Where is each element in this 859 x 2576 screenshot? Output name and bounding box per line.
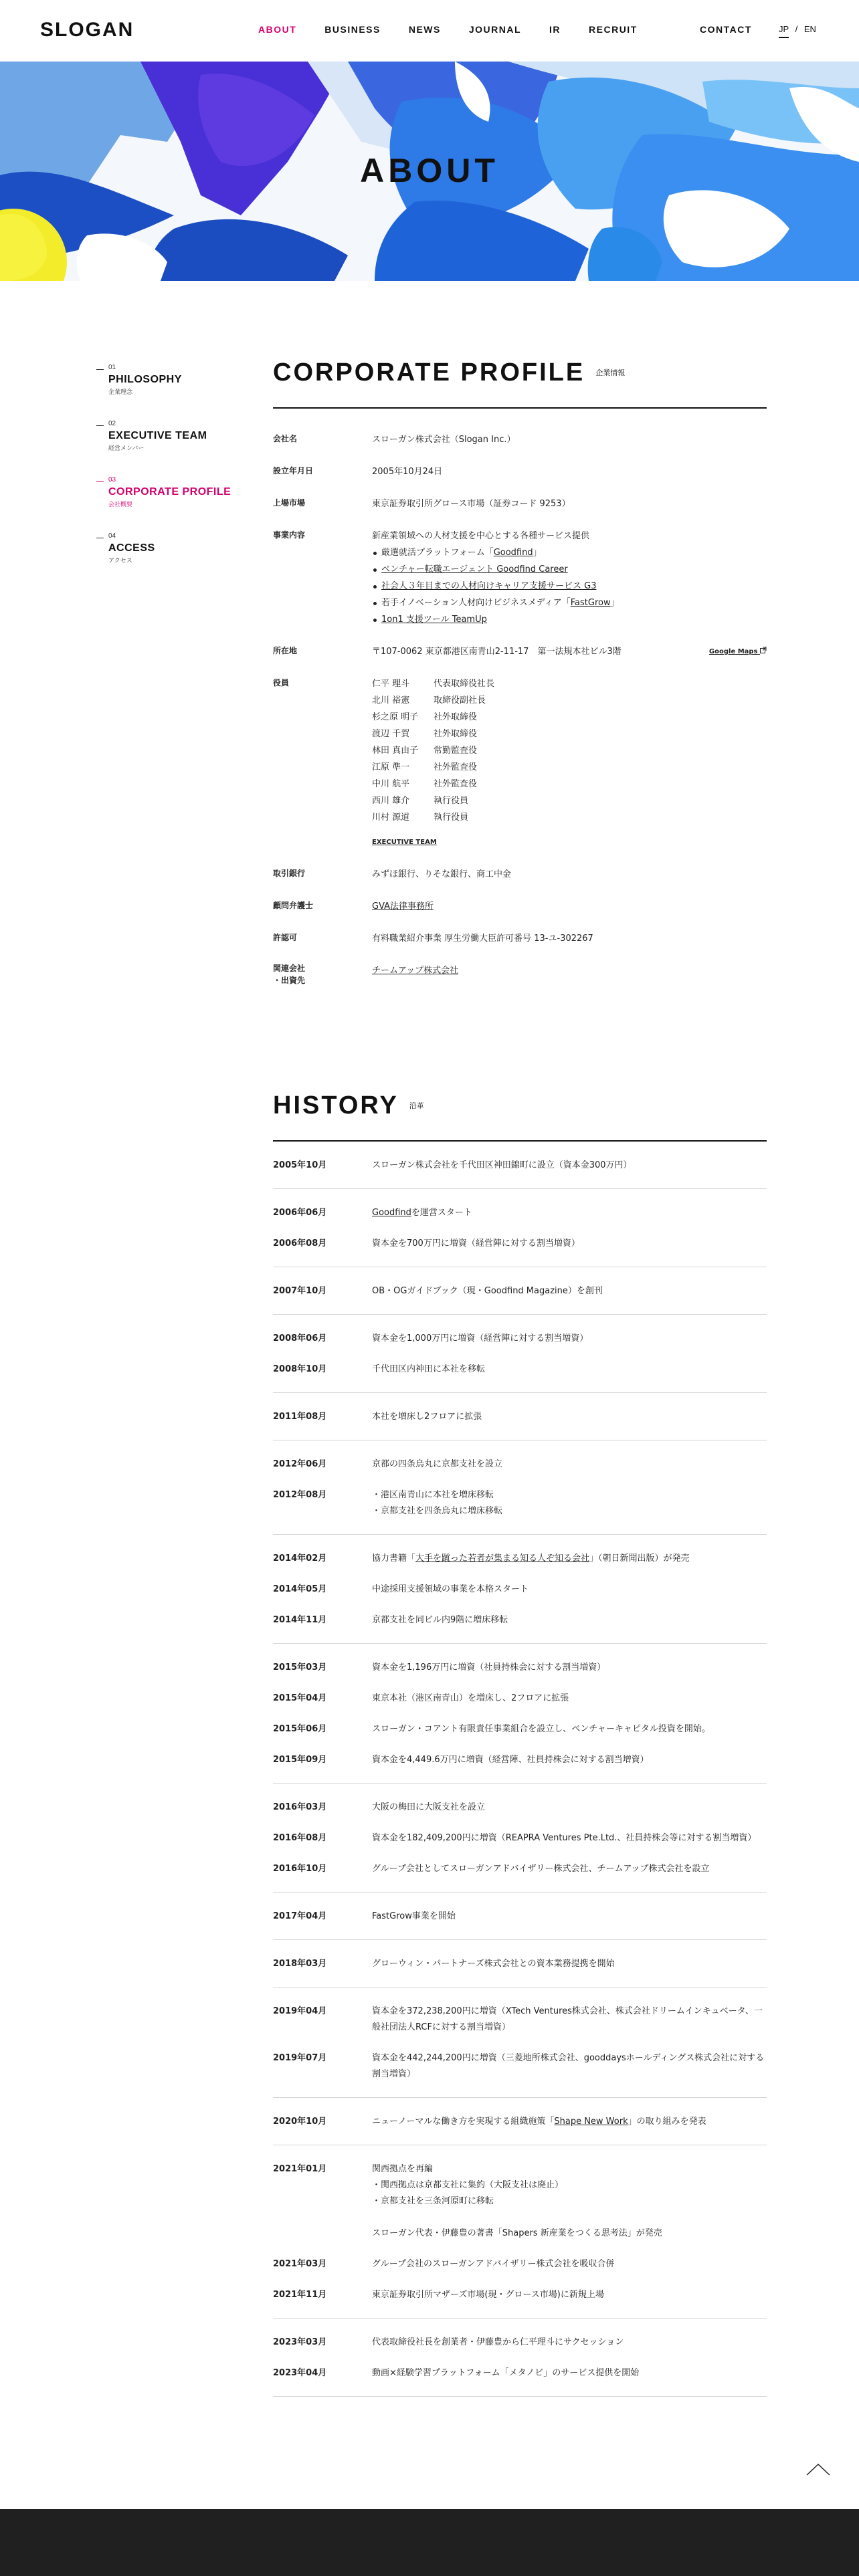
history-text: 資本金を700万円に増資（経営陣に対する割当増資） <box>372 1239 580 1249</box>
row-label: 顧問弁護士 <box>273 901 314 910</box>
business-item <box>372 561 767 578</box>
history-date: 2016年03月 <box>273 1802 327 1812</box>
history-date: 2016年08月 <box>273 1833 327 1843</box>
history-text-line: ・京都支社を四条烏丸に増床移転 <box>372 1506 503 1516</box>
history-link[interactable]: 大手を蹴った若者が集まる知る人ぞ知る会社 <box>415 1553 590 1564</box>
history-text-line: 関西拠点を再編 <box>372 2164 434 2174</box>
history-group <box>273 1189 767 1267</box>
history-date: 2021年01月 <box>273 2164 327 2174</box>
site-footer <box>0 2509 859 2576</box>
history-row <box>273 1323 767 1354</box>
history-text <box>372 2114 767 2130</box>
row-value <box>372 962 767 986</box>
google-maps-label: Google Maps <box>708 648 758 655</box>
history-date: 2007年10月 <box>273 1286 327 1296</box>
row-label: 所在地 <box>273 646 298 655</box>
row-label: 許認可 <box>273 933 298 942</box>
history-text: スローガン・コアント有限責任事業組合を設立し、ベンチャーキャピタル投資を開始。 <box>372 1724 710 1734</box>
business-link-goodfind-career[interactable]: ベンチャー転職エージェント Goodfind Career <box>381 564 568 574</box>
business-item-pre: 厳選就活プラットフォーム「 <box>381 548 494 558</box>
history-row <box>273 1401 767 1432</box>
address-text: 〒107-0062 東京都港区南青山2-11-17 第一法規本社ビル3階 <box>372 647 622 657</box>
history-text: 資本金を4,449.6万円に増資（経営陣、社員持株会に対する割当増資） <box>372 1755 649 1765</box>
section-subtitle: 企業情報 <box>595 368 626 377</box>
officer-row <box>372 792 767 809</box>
nav-contact[interactable]: CONTACT <box>700 24 752 35</box>
officer-row <box>372 709 767 726</box>
history-text: FastGrow事業を開始 <box>372 1911 456 1921</box>
history-link[interactable]: Shape New Work <box>554 2117 628 2127</box>
officer-name: 西川 雄介 <box>372 796 410 806</box>
history-text-line: ・関西拠点は京都支社に集約（大阪支社は廃止） <box>372 2180 564 2190</box>
section-title: CORPORATE PROFILE <box>273 358 585 387</box>
history-date: 2017年04月 <box>273 1911 327 1921</box>
officer-row <box>372 692 767 709</box>
sidebar-item-number: 03 <box>108 476 116 484</box>
history-date: 2011年08月 <box>273 1412 327 1422</box>
business-intro: 新産業領域への人材支援を中心とする各種サービス提供 <box>372 531 590 541</box>
officer-role: 社外監査役 <box>434 779 478 789</box>
history-row <box>273 1543 767 1574</box>
site-header <box>0 0 859 62</box>
history-section <box>273 1091 767 2397</box>
section-title: HISTORY <box>273 1091 399 1119</box>
profile-row-company <box>273 427 767 459</box>
officer-row <box>372 776 767 792</box>
officer-role: 社外監査役 <box>434 762 478 772</box>
history-row <box>273 1744 767 1775</box>
business-link-g3[interactable]: 社会人３年目までの人材向けキャリア支援サービス G3 <box>381 581 597 591</box>
history-date: 2006年08月 <box>273 1239 327 1249</box>
officer-name: 渡辺 千賀 <box>372 729 410 739</box>
hero-title: ABOUT <box>360 152 499 189</box>
sidebar-item-sublabel: アクセス <box>108 558 132 564</box>
sidebar-item-sublabel: 企業理念 <box>108 389 133 396</box>
history-date: 2008年10月 <box>273 1364 327 1374</box>
history-group <box>273 1267 767 1315</box>
sidebar-item-philosophy[interactable] <box>96 364 250 396</box>
sidebar-item-sublabel: 経営メンバー <box>108 445 145 452</box>
nav-recruit[interactable]: RECRUIT <box>589 24 638 35</box>
lang-jp[interactable]: JP <box>779 24 789 38</box>
nav-news[interactable]: NEWS <box>408 24 441 35</box>
history-row <box>273 2279 767 2310</box>
history-group <box>273 1315 767 1393</box>
row-label: 設立年月日 <box>273 466 314 475</box>
nav-business[interactable]: BUSINESS <box>324 24 381 35</box>
history-row <box>273 1448 767 1479</box>
row-value: 東京証券取引所グロース市場（証券コード 9253） <box>372 499 571 509</box>
row-value: みずほ銀行、りそな銀行、商工中金 <box>372 869 512 879</box>
history-text: 資本金を372,238,200円に増資（XTech Ventures株式会社、株式会社ドリームインキュベータ、一般社団法人RCFに対する割当増資） <box>372 2006 763 2032</box>
officer-name: 中川 航平 <box>372 779 410 789</box>
history-text: 資本金を442,244,200円に増資（三菱地所株式会社、gooddaysホールディングス株式会社に対する割当増資） <box>372 2053 765 2079</box>
sidebar-item-executive-team[interactable] <box>96 420 250 452</box>
history-date: 2021年11月 <box>273 2290 327 2300</box>
history-date: 2023年04月 <box>273 2368 327 2378</box>
profile-row-officers <box>273 671 767 862</box>
history-text <box>372 2161 767 2242</box>
history-text: 京都の四条烏丸に京都支社を設立 <box>372 1459 503 1469</box>
history-text-part: 」の取り組みを発表 <box>628 2117 706 2127</box>
history-text: グループ会社のスローガンアドバイザリー株式会社を吸収合併 <box>372 2259 615 2269</box>
history-date: 2014年02月 <box>273 1553 327 1564</box>
officer-role: 執行役員 <box>434 813 469 823</box>
history-text: 動画×経験学習プラットフォーム「メタノビ」のサービス提供を開始 <box>372 2368 640 2378</box>
business-link-fastgrow[interactable]: FastGrow <box>570 598 611 608</box>
officer-row <box>372 759 767 776</box>
history-timeline <box>273 1142 767 2397</box>
business-item <box>372 611 767 628</box>
history-date: 2005年10月 <box>273 1160 327 1170</box>
history-date: 2018年03月 <box>273 1959 327 1969</box>
profile-row-address <box>273 639 767 671</box>
history-text <box>372 1205 767 1221</box>
back-to-top-icon[interactable] <box>806 2464 830 2476</box>
history-text-part: ニューノーマルな働き方を実現する組織施策「 <box>372 2117 555 2127</box>
history-text: 資本金を1,000万円に増資（経営陣に対する割当増資） <box>372 1333 589 1344</box>
history-text-line: ・京都支社を三条河原町に移転 <box>372 2196 494 2206</box>
business-item-post: 」 <box>533 548 542 558</box>
lawyer-link[interactable]: GVA法律事務所 <box>372 901 434 911</box>
history-text: グループ会社としてスローガンアドバイザリー株式会社、チームアップ株式会社を設立 <box>372 1864 710 1874</box>
history-row <box>273 1996 767 2042</box>
profile-row-license <box>273 926 767 958</box>
officer-role: 執行役員 <box>434 796 469 806</box>
history-row <box>273 2042 767 2089</box>
officer-role: 常勤監査役 <box>434 746 478 756</box>
officer-name: 杉之原 明子 <box>372 712 419 722</box>
sidebar-item-number: 04 <box>108 532 116 540</box>
corporate-profile-section <box>273 358 767 998</box>
officer-role: 代表取締役社長 <box>434 679 495 689</box>
language-switch <box>779 24 816 34</box>
history-text: 京都支社を同ビル内9階に増床移転 <box>372 1615 508 1625</box>
history-date: 2015年09月 <box>273 1755 327 1765</box>
history-row <box>273 1574 767 1604</box>
about-sidebar-nav <box>96 364 250 588</box>
history-date: 2012年06月 <box>273 1459 327 1469</box>
history-row <box>273 2153 767 2248</box>
officer-row <box>372 809 767 826</box>
history-date: 2008年06月 <box>273 1333 327 1344</box>
history-date: 2019年07月 <box>273 2053 327 2063</box>
nav-about[interactable]: ABOUT <box>258 24 297 35</box>
row-value <box>372 528 767 628</box>
row-value: 有料職業紹介事業 厚生労働大臣許可番号 13-ユ-302267 <box>372 934 593 944</box>
profile-row-founded <box>273 459 767 492</box>
history-date: 2015年03月 <box>273 1662 327 1673</box>
history-date: 2014年11月 <box>273 1615 327 1625</box>
history-link[interactable]: Goodfind <box>372 1208 411 1218</box>
sidebar-item-sublabel: 会社概要 <box>108 502 133 508</box>
history-text: グローウィン・パートナーズ株式会社との資本業務提携を開始 <box>372 1959 615 1969</box>
external-link-icon <box>760 647 767 653</box>
lang-separator: / <box>795 24 798 34</box>
site-logo[interactable]: SLOGAN <box>40 19 134 41</box>
history-group <box>273 1644 767 1784</box>
history-row <box>273 2248 767 2279</box>
history-text-line <box>372 2210 767 2226</box>
lang-en[interactable]: EN <box>803 24 816 34</box>
history-group <box>273 1940 767 1988</box>
executive-team-link[interactable]: EXECUTIVE TEAM <box>372 839 437 846</box>
row-label: 会社名 <box>273 434 298 443</box>
officer-role: 取締役副社長 <box>434 695 486 706</box>
history-date: 2021年03月 <box>273 2259 327 2269</box>
sidebar-item-access[interactable] <box>96 532 250 564</box>
business-item <box>372 578 767 595</box>
history-text: 本社を増床し2フロアに拡張 <box>372 1412 482 1422</box>
history-row <box>273 1479 767 1526</box>
history-date: 2012年08月 <box>273 1490 327 1500</box>
nav-journal[interactable]: JOURNAL <box>468 24 522 35</box>
officer-name: 仁平 理斗 <box>372 679 410 689</box>
business-item <box>372 544 767 561</box>
row-label: 上場市場 <box>273 498 306 508</box>
history-row <box>273 1197 767 1228</box>
history-date: 2016年10月 <box>273 1864 327 1874</box>
history-row <box>273 1853 767 1884</box>
row-value <box>372 675 767 851</box>
history-row <box>273 2106 767 2137</box>
history-group <box>273 2145 767 2319</box>
history-group <box>273 1535 767 1644</box>
row-value <box>372 643 767 660</box>
sidebar-item-label: CORPORATE PROFILE <box>108 486 231 498</box>
section-heading <box>273 1091 767 1142</box>
history-text: 資本金を182,409,200円に増資（REAPRA Ventures Pte.Ltd.、社員持株会等に対する割当増資） <box>372 1833 757 1843</box>
history-group <box>273 1988 767 2098</box>
history-date: 2015年04月 <box>273 1693 327 1703</box>
profile-row-related <box>273 958 767 998</box>
hero-banner <box>0 62 859 281</box>
business-item-post: 」 <box>610 598 619 608</box>
history-text: 大阪の梅田に大阪支社を設立 <box>372 1802 486 1812</box>
history-row <box>273 1822 767 1853</box>
history-text: 東京証券取引所マザーズ市場(現・グロース市場)に新規上場 <box>372 2290 604 2300</box>
row-label-line: ・出資先 <box>273 976 306 985</box>
officer-role: 社外取締役 <box>434 729 478 739</box>
history-group <box>273 1784 767 1893</box>
nav-ir[interactable]: IR <box>549 24 561 35</box>
history-text-part: を運営スタート <box>411 1208 472 1218</box>
history-group <box>273 2319 767 2397</box>
history-date: 2020年10月 <box>273 2117 327 2127</box>
row-value: 2005年10月24日 <box>372 467 443 477</box>
history-date: 2015年06月 <box>273 1724 327 1734</box>
history-group <box>273 1393 767 1440</box>
history-row <box>273 1354 767 1384</box>
sidebar-item-label: EXECUTIVE TEAM <box>108 430 207 441</box>
section-heading <box>273 358 767 409</box>
history-text: 資本金を1,196万円に増資（社員持株会に対する割当増資） <box>372 1662 606 1673</box>
history-row <box>273 1901 767 1931</box>
history-row <box>273 1652 767 1683</box>
history-text: OB・OGガイドブック（現・Goodfind Magazine）を創刊 <box>372 1286 603 1296</box>
profile-row-market <box>273 492 767 524</box>
sidebar-item-label: PHILOSOPHY <box>108 374 182 385</box>
history-text <box>372 1551 767 1567</box>
history-text: 代表取締役社長を創業者・伊藤豊から仁平理斗にサクセッション <box>372 2337 624 2347</box>
row-label-line: 関連会社 <box>273 964 306 973</box>
profile-table <box>273 409 767 998</box>
history-row <box>273 1604 767 1635</box>
row-label: 事業内容 <box>273 530 306 540</box>
row-label <box>273 962 372 986</box>
history-text: 千代田区内神田に本社を移転 <box>372 1364 486 1374</box>
history-date: 2023年03月 <box>273 2337 327 2347</box>
section-subtitle: 沿革 <box>409 1101 424 1110</box>
history-group <box>273 2098 767 2145</box>
history-text-part: 協力書籍「 <box>372 1553 416 1564</box>
row-label: 役員 <box>273 678 290 687</box>
business-link-goodfind[interactable]: Goodfind <box>493 548 533 558</box>
history-date: 2006年06月 <box>273 1208 327 1218</box>
history-text-line: スローガン代表・伊藤豊の著書「Shapers 新産業をつくる思考法」が発売 <box>372 2228 662 2238</box>
history-row <box>273 1683 767 1713</box>
sidebar-item-corporate-profile[interactable] <box>96 476 250 508</box>
global-nav <box>258 24 666 35</box>
sidebar-item-number: 02 <box>108 420 116 427</box>
officer-row <box>372 742 767 759</box>
officer-name: 江原 準一 <box>372 762 410 772</box>
profile-row-business <box>273 524 767 639</box>
history-group <box>273 1142 767 1189</box>
related-company-link[interactable]: チームアップ株式会社 <box>372 966 459 976</box>
business-item <box>372 595 767 611</box>
business-link-teamup[interactable]: 1on1 支援ツール TeamUp <box>381 615 487 625</box>
history-group <box>273 1893 767 1940</box>
officer-row <box>372 675 767 692</box>
history-row <box>273 1713 767 1744</box>
row-label: 取引銀行 <box>273 869 306 878</box>
row-value <box>372 898 767 915</box>
history-row <box>273 1792 767 1822</box>
google-maps-link[interactable] <box>709 643 767 660</box>
officer-role: 社外取締役 <box>434 712 478 722</box>
history-text-part: 」（朝日新聞出版）が発売 <box>589 1553 690 1564</box>
history-date: 2014年05月 <box>273 1584 327 1594</box>
history-text: 中途採用支援領域の事業を本格スタート <box>372 1584 529 1594</box>
row-value: スローガン株式会社（Slogan Inc.） <box>372 435 516 445</box>
sidebar-item-number: 01 <box>108 364 116 371</box>
history-row <box>273 2327 767 2357</box>
history-row <box>273 1275 767 1306</box>
history-row <box>273 1228 767 1259</box>
profile-row-bank <box>273 862 767 894</box>
profile-row-lawyer <box>273 894 767 926</box>
history-text: 東京本社（港区南青山）を増床し、2フロアに拡張 <box>372 1693 569 1703</box>
officer-name: 北川 裕憲 <box>372 695 410 706</box>
history-text: スローガン株式会社を千代田区神田錦町に設立（資本金300万円） <box>372 1160 632 1170</box>
officer-name: 林田 真由子 <box>372 746 419 756</box>
officer-row <box>372 726 767 742</box>
officer-name: 川村 源道 <box>372 813 410 823</box>
history-row <box>273 2357 767 2388</box>
history-row <box>273 1948 767 1979</box>
history-text <box>372 1487 767 1519</box>
business-item-pre: 若手イノベーション人材向けビジネスメディア「 <box>381 598 571 608</box>
history-text-line: ・港区南青山に本社を増床移転 <box>372 1490 494 1500</box>
sidebar-item-label: ACCESS <box>108 542 155 554</box>
business-list <box>372 544 767 628</box>
history-group <box>273 1440 767 1535</box>
history-date: 2019年04月 <box>273 2006 327 2016</box>
history-row <box>273 1150 767 1180</box>
